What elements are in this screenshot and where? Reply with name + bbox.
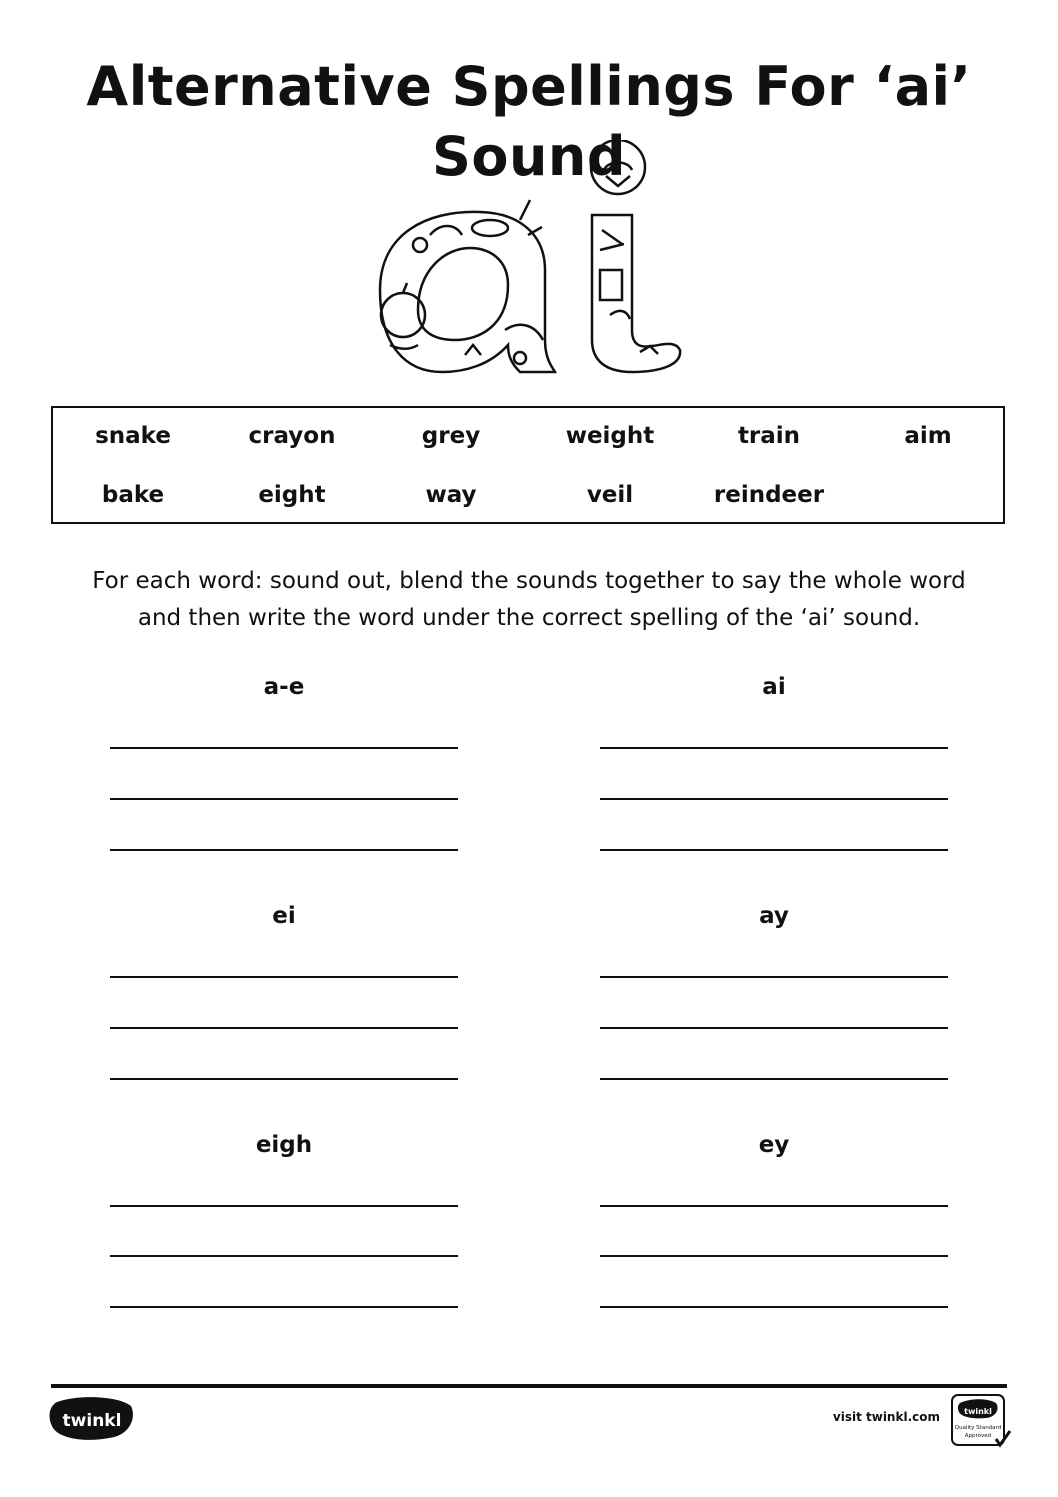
word-bank-item: bake — [101, 482, 165, 508]
svg-text:Approved: Approved — [964, 1433, 992, 1439]
svg-text:Quality Standard: Quality Standard — [954, 1425, 1002, 1431]
writing-line[interactable] — [110, 1078, 458, 1080]
instructions-line-1: For each word: sound out, blend the sounds together to say the whole word — [92, 568, 966, 594]
spelling-heading: eigh — [255, 1132, 313, 1158]
ai-letters-illustration — [370, 140, 700, 390]
word-bank-item: veil — [586, 482, 634, 508]
spelling-heading: ai — [762, 674, 786, 700]
instructions-line-2: and then write the word under the correct spelling of the ‘ai’ sound. — [137, 605, 921, 631]
writing-line[interactable] — [600, 976, 948, 978]
letter-i-illustration — [591, 140, 680, 372]
writing-line[interactable] — [110, 747, 458, 749]
footer-divider — [51, 1384, 1007, 1388]
quality-standard-badge — [950, 1393, 1012, 1451]
twinkl-logo-text: twinkl — [62, 1411, 122, 1431]
writing-line[interactable] — [110, 976, 458, 978]
page-title: Alternative Spellings For ‘ai’ Sound — [86, 55, 972, 188]
writing-line[interactable] — [600, 798, 948, 800]
writing-line[interactable] — [110, 1027, 458, 1029]
word-bank — [51, 406, 1005, 524]
word-bank-item: weight — [565, 423, 655, 449]
instructions — [40, 563, 1018, 637]
writing-line[interactable] — [600, 1078, 948, 1080]
spelling-heading: ey — [758, 1132, 790, 1158]
letter-a-illustration — [380, 200, 555, 372]
writing-line[interactable] — [600, 1205, 948, 1207]
word-bank-item: grey — [421, 423, 481, 449]
word-bank-item: snake — [95, 423, 171, 449]
svg-text:twinkl: twinkl — [964, 1407, 992, 1416]
writing-line[interactable] — [110, 1255, 458, 1257]
writing-line[interactable] — [110, 1205, 458, 1207]
spelling-heading: a-e — [263, 674, 305, 700]
visit-link[interactable]: visit twinkl.com — [832, 1410, 940, 1424]
word-bank-item: reindeer — [713, 482, 825, 508]
word-bank-item: aim — [904, 423, 952, 449]
twinkl-logo[interactable] — [49, 1396, 135, 1442]
writing-line[interactable] — [600, 747, 948, 749]
writing-line[interactable] — [110, 849, 458, 851]
writing-line[interactable] — [110, 1306, 458, 1308]
writing-line[interactable] — [600, 849, 948, 851]
writing-line[interactable] — [600, 1255, 948, 1257]
spelling-heading: ay — [759, 903, 789, 929]
writing-line[interactable] — [110, 798, 458, 800]
word-bank-item: way — [425, 482, 477, 508]
word-bank-item: eight — [258, 482, 326, 508]
word-bank-item: crayon — [248, 423, 336, 449]
word-bank-item: train — [737, 423, 801, 449]
spelling-heading: ei — [272, 903, 296, 929]
writing-line[interactable] — [600, 1027, 948, 1029]
writing-line[interactable] — [600, 1306, 948, 1308]
